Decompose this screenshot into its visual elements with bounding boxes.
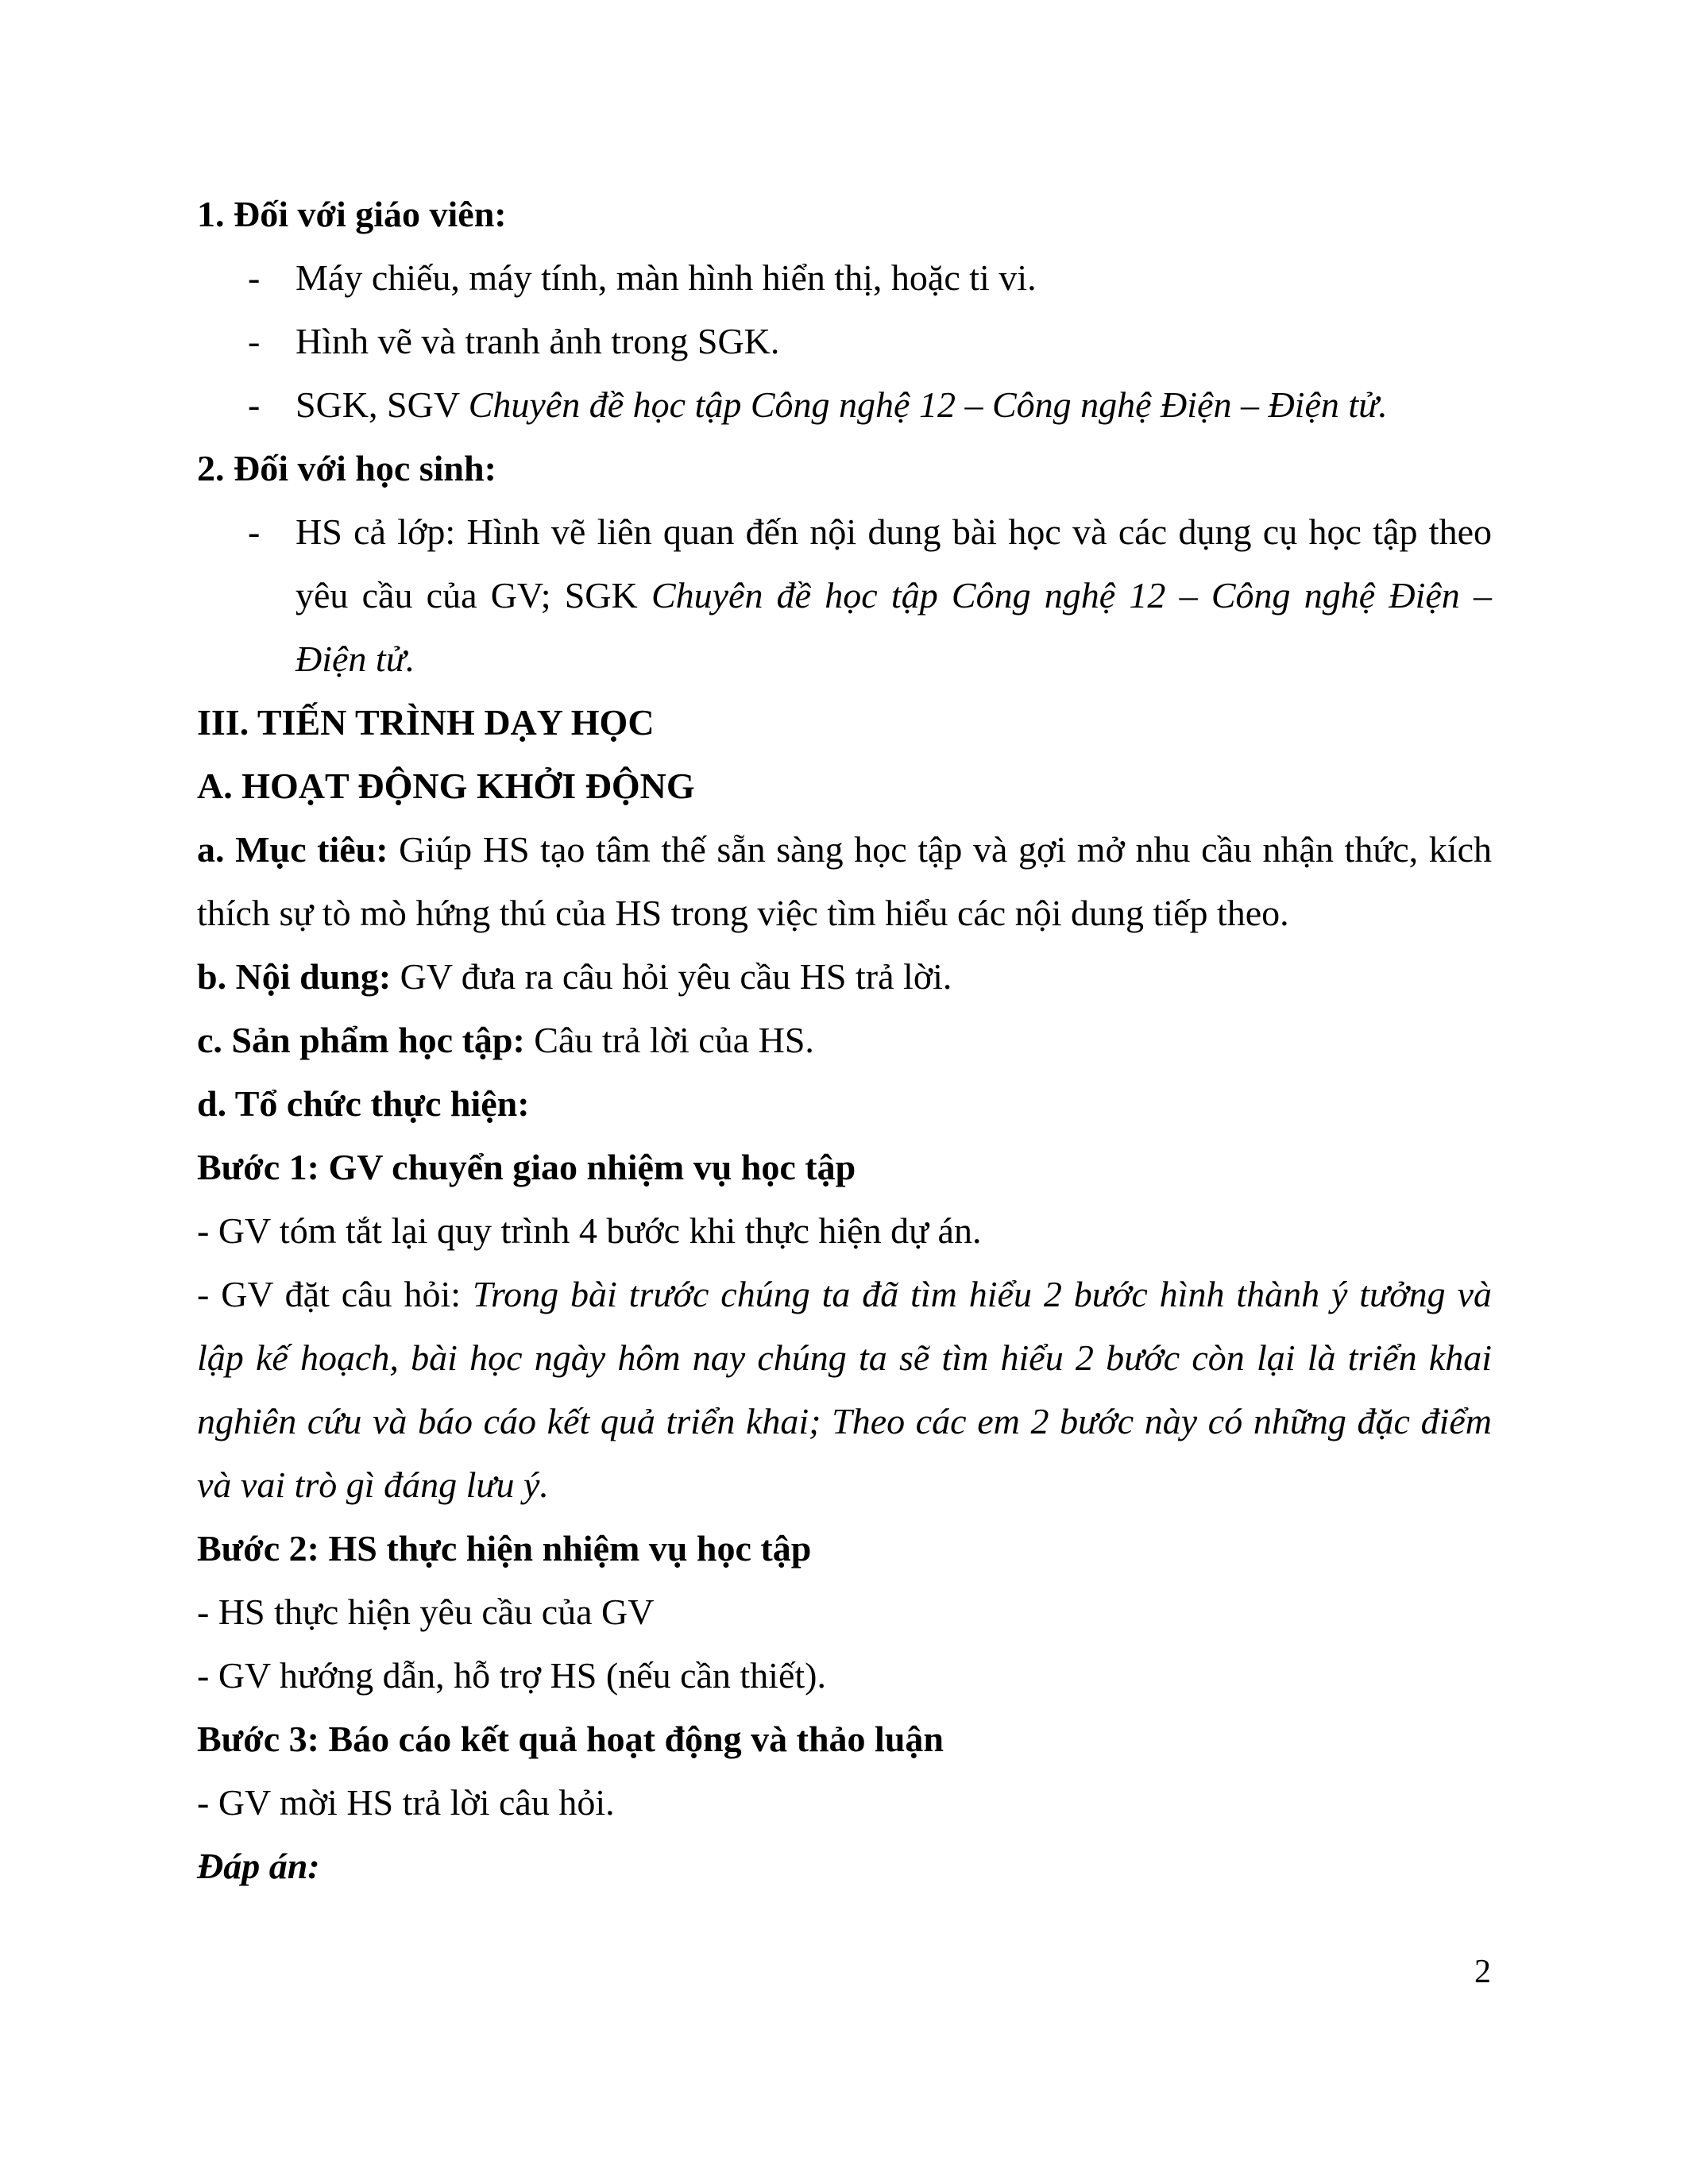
text-run: - GV hướng dẫn, hỗ trợ HS (nếu cần thiết).	[197, 1655, 826, 1696]
text-run: c. Sản phẩm học tập:	[197, 1020, 535, 1060]
text-run: GV đưa ra câu hỏi yêu cầu HS trả lời.	[400, 956, 952, 997]
list-marker: -	[248, 511, 261, 552]
text-run: a. Mục tiêu:	[197, 829, 400, 870]
text-run: Chuyên đề học tập Công nghệ 12 – Công nghệ Điện – Điện tử.	[295, 575, 1492, 679]
paragraph-list	[197, 246, 1492, 310]
paragraph-body	[197, 1835, 1492, 1898]
paragraph-body	[197, 1517, 1492, 1580]
page-number: 2	[1474, 1954, 1491, 1990]
text-run: HS cả lớp: Hình vẽ liên quan đến nội dung bài học và các dụng cụ học tập theo yêu cầu của GV; SGK	[295, 511, 1492, 615]
text-run: III. TIẾN TRÌNH DẠY HỌC	[197, 702, 655, 743]
text-run: Máy chiếu, máy tính, màn hình hiển thị, hoặc ti vi.	[295, 257, 1037, 298]
document-body	[197, 183, 1492, 1898]
list-marker: -	[248, 384, 261, 425]
paragraph-heading	[197, 183, 1492, 246]
text-run: - GV mời HS trả lời câu hỏi.	[197, 1782, 615, 1823]
text-run: b. Nội dung:	[197, 956, 400, 997]
paragraph-body	[197, 818, 1492, 945]
text-run: Giúp HS tạo tâm thế sẵn sàng học tập và gợi mở nhu cầu nhận thức, kích thích sự tò mò hứng thú của HS trong việc tìm hiểu các nội dung tiếp theo.	[197, 829, 1492, 933]
paragraph-body	[197, 1644, 1492, 1707]
text-run: Câu trả lời của HS.	[534, 1020, 814, 1060]
paragraph-list	[197, 373, 1492, 437]
paragraph-body	[197, 1771, 1492, 1835]
paragraph-heading	[197, 691, 1492, 754]
text-run: Bước 1: GV chuyển giao nhiệm vụ học tập	[197, 1147, 856, 1187]
paragraph-list	[197, 500, 1492, 691]
text-run: d. Tổ chức thực hiện:	[197, 1083, 530, 1124]
list-marker: -	[248, 257, 261, 298]
paragraph-body	[197, 1072, 1492, 1136]
paragraph-body	[197, 1136, 1492, 1199]
text-run: Bước 2: HS thực hiện nhiệm vụ học tập	[197, 1528, 812, 1569]
text-run: A. HOẠT ĐỘNG KHỞI ĐỘNG	[197, 766, 695, 806]
text-run: - GV tóm tắt lại quy trình 4 bước khi thực hiện dự án.	[197, 1210, 982, 1251]
text-run: 2. Đối với học sinh:	[197, 448, 496, 488]
text-run: - HS thực hiện yêu cầu của GV	[197, 1592, 655, 1632]
paragraph-list	[197, 310, 1492, 373]
text-run: - GV đặt câu hỏi:	[197, 1274, 473, 1314]
paragraph-body	[197, 1580, 1492, 1644]
paragraph-body	[197, 1263, 1492, 1517]
paragraph-heading	[197, 437, 1492, 500]
text-run: Bước 3: Báo cáo kết quả hoạt động và thảo luận	[197, 1719, 944, 1759]
text-run: 1. Đối với giáo viên:	[197, 194, 507, 234]
paragraph-heading	[197, 754, 1492, 818]
text-run: SGK, SGV	[295, 384, 469, 425]
text-run: Đáp án:	[197, 1846, 320, 1886]
paragraph-body	[197, 1199, 1492, 1263]
paragraph-body	[197, 1707, 1492, 1771]
list-marker: -	[248, 321, 261, 361]
paragraph-body	[197, 945, 1492, 1009]
paragraph-body	[197, 1009, 1492, 1072]
text-run: Hình vẽ và tranh ảnh trong SGK.	[295, 321, 780, 361]
text-run: Chuyên đề học tập Công nghệ 12 – Công nghệ Điện – Điện tử.	[468, 384, 1388, 425]
text-run: Trong bài trước chúng ta đã tìm hiểu 2 bước hình thành ý tưởng và lập kế hoạch, bài học ngày hôm nay chúng ta sẽ tìm hiểu 2 bước còn lại là triển khai nghiên cứu và báo cáo kết quả triển khai; Theo các em 2 bước này có những đặc điểm và vai trò gì đáng lưu ý.	[197, 1274, 1492, 1505]
